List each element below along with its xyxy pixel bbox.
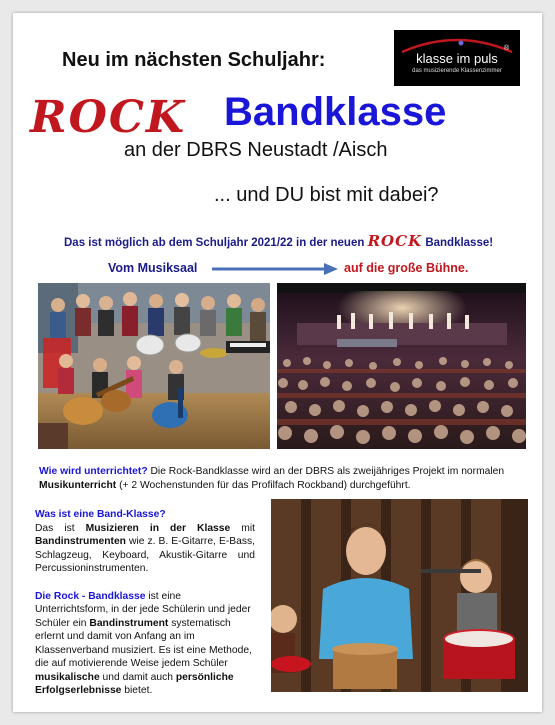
method-emphasis-1: Bandinstrument — [89, 617, 169, 629]
classroom-band-photo — [38, 283, 270, 449]
title-bandklasse: Bandklasse — [224, 90, 447, 134]
band-class-question: Was ist eine Band-Klasse? — [35, 509, 166, 520]
journey-from: Vom Musiksaal — [108, 261, 198, 275]
left-text-column — [35, 508, 255, 698]
definition-text-3: wie z. B. E-Gitarre, E-Bass, Schlagzeug, Keyboard, Akustik-Gitarre und Percussioninstrumenten. — [35, 536, 255, 574]
teaching-text-end: (+ 2 Wochenstunden für das Profilfach Rockband) durchgeführt. — [116, 480, 411, 491]
drumming-boys-photo — [271, 499, 528, 692]
start-notice-suffix: Bandklasse! — [425, 237, 494, 249]
method-lead: Die Rock - Bandklasse — [35, 590, 146, 602]
headline: Neu im nächsten Schuljahr: — [62, 49, 326, 71]
slogan: ... und DU bist mit dabei? — [214, 184, 439, 206]
method-text-4: bietet. — [121, 685, 153, 696]
band-class-definition — [35, 508, 255, 576]
method-text-1: ist eine Unterrichtsform, in der jede Schülerin und jeder Schüler ein — [35, 590, 251, 629]
logo-registered-mark: ® — [504, 45, 510, 52]
school-name: an der DBRS Neustadt /Aisch — [124, 139, 388, 161]
method-text-3: und damit auch — [99, 671, 176, 683]
concert-stage-photo — [277, 283, 526, 449]
start-notice-rock: ROCK — [367, 232, 423, 250]
method-emphasis-3: persönliche Erfolgserlebnisse — [35, 671, 234, 696]
method-emphasis-2: musikalische — [35, 671, 100, 683]
definition-text: Das ist — [35, 522, 86, 534]
method-description — [35, 590, 255, 698]
start-notice — [64, 232, 493, 250]
right-arrow-icon — [210, 262, 340, 276]
method-text-2: systematisch erlernt und damit von Anfang an im Klassenverband musiziert. Es ist eine Methode, die auf motivierende Weise jedem Schüler — [35, 617, 252, 669]
logo-name: klasse im puls — [416, 51, 498, 66]
title-rock: ROCK — [30, 92, 187, 143]
definition-text-2: mit — [230, 522, 255, 534]
teaching-text: Die Rock-Bandklasse wird an der DBRS als zweijähriges Projekt im normalen — [147, 466, 505, 477]
definition-emphasis-1: Musizieren in der Klasse — [85, 522, 231, 534]
start-notice-text: Das ist möglich ab dem Schuljahr 2021/22 in der neuen — [64, 237, 365, 249]
logo-tagline: das musizierende Klassenzimmer — [412, 68, 502, 74]
definition-emphasis-2: Bandinstrumenten — [35, 536, 126, 547]
teaching-paragraph — [39, 465, 519, 493]
teaching-emphasis: Musikunterricht — [39, 480, 117, 491]
teaching-question: Wie wird unterrichtet? — [39, 466, 148, 477]
klasse-im-puls-logo — [394, 30, 520, 86]
journey-to: auf die große Bühne. — [344, 261, 469, 275]
